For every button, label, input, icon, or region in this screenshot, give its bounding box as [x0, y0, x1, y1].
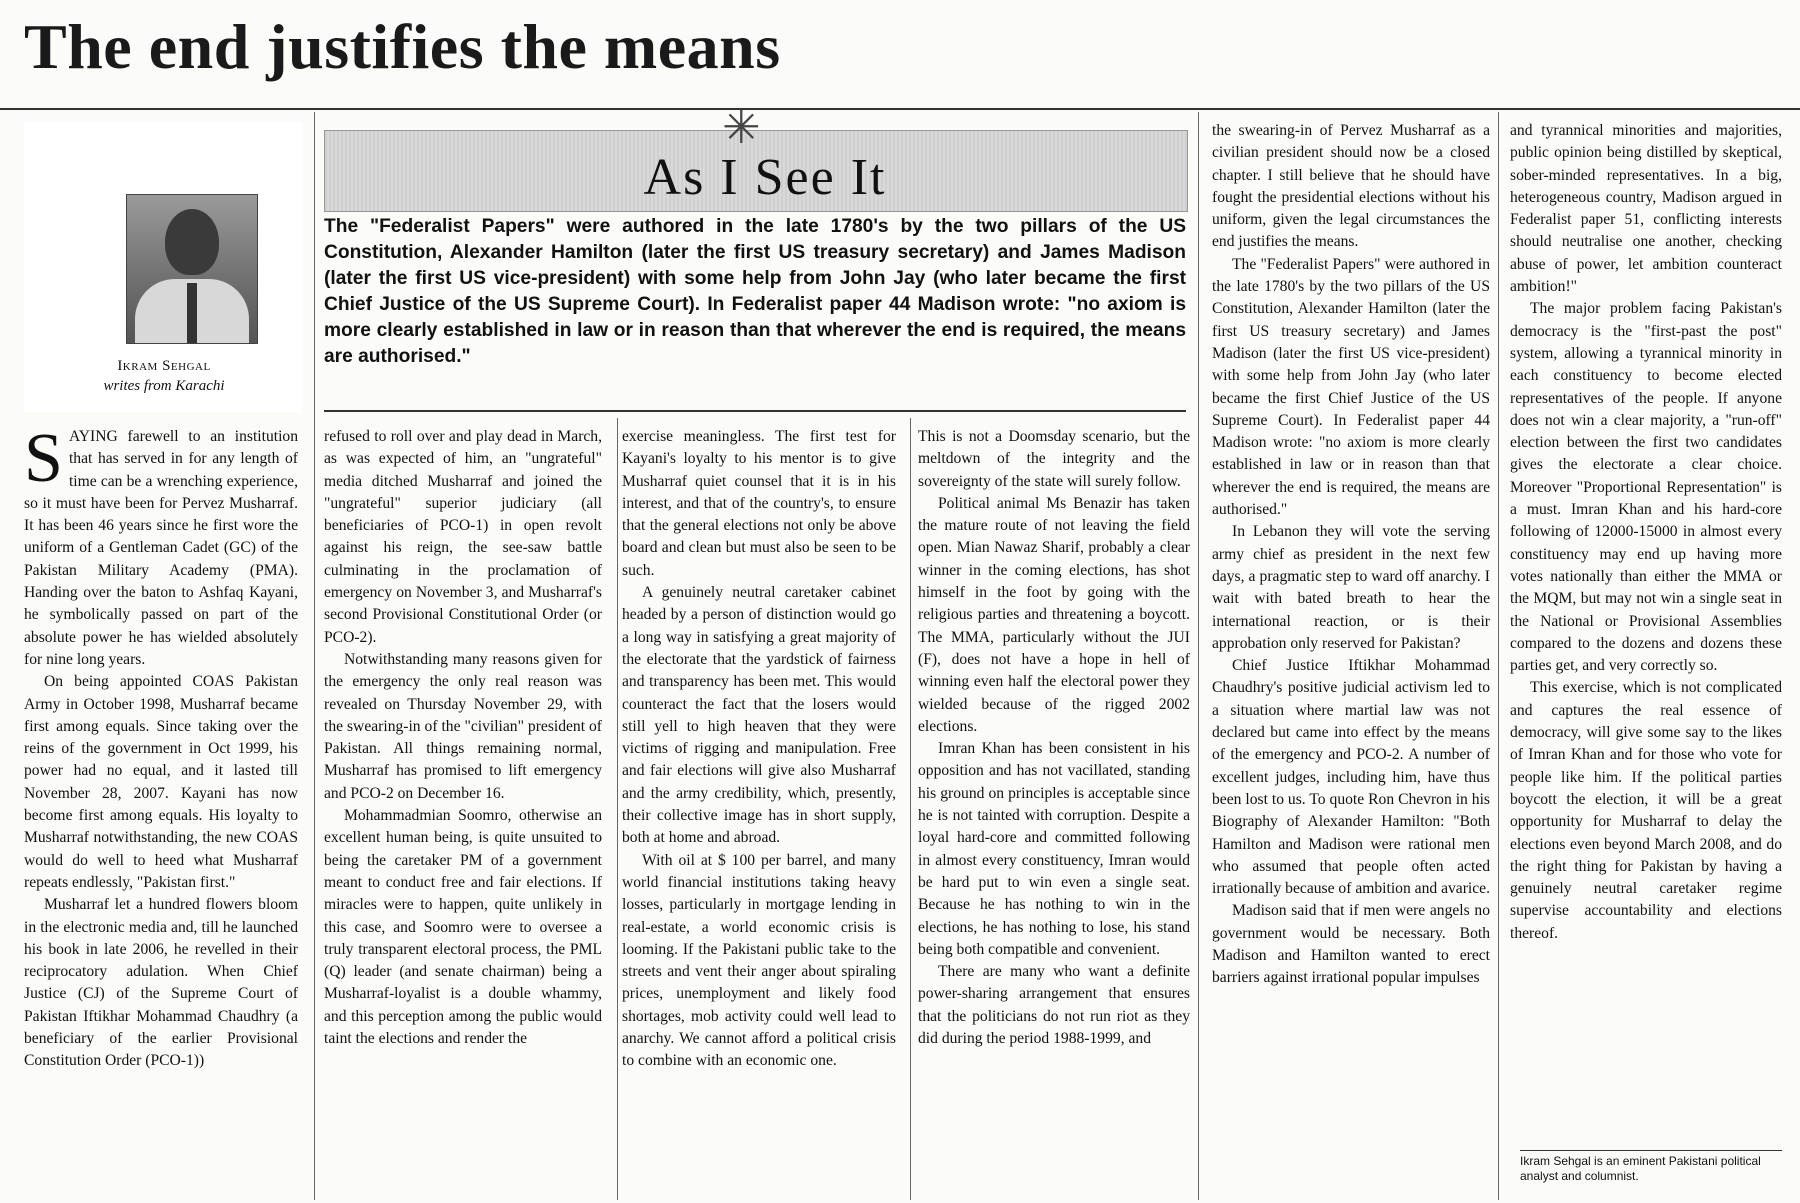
paragraph: exercise meaningless. The first test for Kayani's loyalty to his mentor is to give Musharraf quiet counsel that it is in his interest, and that of the country's, to ensure that the general elections not only be above board and clean but must also be seen to be such. — [622, 428, 896, 579]
paragraph: A genuinely neutral caretaker cabinet headed by a person of distinction would go a long way in satisfying a great majority of the electorate that the yardstick of fairness and transparency has been met. This would counteract the fact that the losers would still yell to high heaven that they were victims of rigging and manipulation. Free and fair elections will give also Musharraf and the army credibility, which, presently, their collective image has in short supply, both at home and abroad. — [622, 584, 896, 847]
article-column-5 — [1212, 120, 1490, 990]
top-rule — [0, 108, 1800, 110]
paragraph: The major problem facing Pakistan's democracy is the "first-past the post" system, allowing a tyrannical minority in each constituency to become elected representatives of the people. If anyone does not win a clear majority, a "run-off" election between the first two candidates gives the electorate a clear choice. Moreover "Proportional Representation" is a must. Imran Khan and his hard-core following of 12000-15000 in almost every constituency may end up having more votes nationally than either the MMA or the MQM, but may not win a single seat in the National or Provisional Assemblies compared to the dozens and dozens these parties get, and very correctly so. — [1510, 300, 1782, 675]
author-location: writes from Karachi — [103, 378, 225, 394]
paragraph: SAYING farewell to an institution that has served in for any length of time can be a wrenching experience, so it must have been for Pervez Musharraf. It has been 46 years since he first wore the uniform of a Gentleman Cadet (GC) of the Pakistan Military Academy (PMA). Handing over the baton to Ashfaq Kayani, he symbolically passed on part of the absolute power he has wielded absolutely for nine long years. — [24, 420, 298, 668]
paragraph: In Lebanon they will vote the serving army chief as president in the next few days, a pragmatic step to ward off anarchy. I wait with bated breath to hear the international reaction, or is their approbation only reserved for Pakistan? — [1212, 523, 1490, 652]
intro-standfirst: The "Federalist Papers" were authored in the late 1780's by the two pillars of the US Constitution, Alexander Hamilton (later the first US treasury secretary) and James Madison (later the first US vice-president) with some help from John Jay (who later became the first Chief Justice of the US Supreme Court). In Federalist paper 44 Madison wrote: "no axiom is more clearly established in law or in reason than that wherever the end is required, the means are authorised." — [324, 216, 1186, 367]
author-box — [24, 122, 302, 412]
column-divider — [1198, 112, 1199, 1200]
paragraph: There are many who want a definite power-sharing arrangement that ensures that the politicians do not run riot as they did during the period 1988-1999, and — [918, 963, 1190, 1048]
footer-rule — [1520, 1150, 1782, 1151]
intro-rule — [324, 410, 1186, 412]
paragraph: the swearing-in of Pervez Musharraf as a civilian president should now be a closed chapter. I still believe that he should have fought the presidential elections without his uniform, given the legal circumstances the end justifies the means. — [1212, 122, 1490, 251]
article-column-6 — [1510, 120, 1782, 945]
paragraph: On being appointed COAS Pakistan Army in October 1998, Musharraf became first among equals. Since taking over the reins of the government in Oct 1999, his power had no equal, and it lasted till November 28, 2007. Kayani has now become first among equals. His loyalty to Musharraf notwithstanding, the new COAS would do well to heed what Musharraf repeats endlessly, "Pakistan first." — [24, 673, 298, 891]
paragraph: Imran Khan has been consistent in his opposition and has not vacillated, standing his ground on principles is acceptable since he is not tainted with corruption. Despite a loyal hard-core and committed following in almost every constituency, Imran would be hard put to win even a single seat. Because he has nothing to win in the elections, he has nothing to lose, his stand being both compatible and convenient. — [918, 740, 1190, 958]
column-title: As I See It — [643, 149, 887, 206]
starburst-icon: ✳ — [722, 102, 761, 153]
paragraph: and tyrannical minorities and majorities, public opinion being distilled by skeptical, sober-minded representatives. In a big, heterogeneous country, Madison argued in Federalist paper 51, conflicting interests should neutralise one another, checking abuse of power, let ambition counteract ambition!" — [1510, 122, 1782, 296]
paragraph: Musharraf let a hundred flowers bloom in the electronic media and, till he launched his book in late 2006, he revelled in their reciprocatory adulation. When Chief Justice (CJ) of the Supreme Court of Pakistan Iftikhar Mohammad Chaudhry (a beneficiary of the earlier Provisional Constitution Order (PCO-1)) — [24, 896, 298, 1070]
paragraph: This is not a Doomsday scenario, but the meltdown of the integrity and the sovereignty of the state will surely follow. — [918, 428, 1190, 490]
paragraph: Chief Justice Iftikhar Mohammad Chaudhry's positive judicial activism led to a situation where martial law was not declared but came into effect by the means of the emergency and PCO-2. A number of excellent judges, including him, have thus been lost to us. To quote Ron Chevron in his Biography of Alexander Hamilton: "Both Hamilton and Madison were rational men who assumed that people often acted irrationally because of ambition and avarice. — [1212, 657, 1490, 898]
column-divider — [314, 112, 315, 1200]
paragraph: The "Federalist Papers" were authored in the late 1780's by the two pillars of the US Constitution, Alexander Hamilton (later the first US treasury secretary) and James Madison (later the first US vice-president) with some help from John Jay (who later became the first Chief Justice of the US Supreme Court). In Federalist paper 44 Madison wrote: "no axiom is more clearly established in law or in reason than that wherever the end is required, the means are authorised." — [1212, 255, 1490, 519]
article-column-1 — [24, 420, 298, 1073]
paragraph: Mohammadmian Soomro, otherwise an excellent human being, is quite unsuited to being the caretaker PM of a government meant to conduct free and fair elections. If miracles were to happen, quite unlikely in this case, and Soomro were to oversee a truly transparent electoral process, the PML (Q) leader (and senate chairman) being a Musharraf-loyalist is a double whammy, and this perception among the public would taint the elections and render the — [324, 807, 602, 1048]
column-divider — [1498, 112, 1499, 1200]
paragraph: refused to roll over and play dead in March, as was expected of him, an "ungrateful" media ditched Musharraf and joined the "ungrateful" superior judiciary (all beneficiaries of PCO-1) in open revolt against his reign, the see-saw battle culminating in the proclamation of emergency on November 3, and Musharraf's second Provisional Constitutional Order (or PCO-2). — [324, 428, 602, 646]
article-column-4 — [918, 426, 1190, 1050]
author-photo — [126, 194, 258, 344]
headline: The end justifies the means — [24, 11, 781, 82]
paragraph: Political animal Ms Benazir has taken the mature route of not leaving the field open. Mian Nawaz Sharif, probably a clear winner in the coming elections, has shot himself in the foot by going with the religious parties and threatening a boycott. The MMA, particularly without the JUI (F), does not have a hope in hell of winning even half the electoral power they wielded because of the rigged 2002 elections. — [918, 494, 1190, 735]
author-footnote: Ikram Sehgal is an eminent Pakistani political analyst and columnist. — [1520, 1154, 1761, 1183]
paragraph: With oil at $ 100 per barrel, and many world financial institutions taking heavy losses, particularly in mortgage lending in real-estate, a world economic crisis is looming. If the Pakistani public take to the streets and vent their anger about spiraling prices, unemployment and likely food shortages, mob activity could well lead to anarchy. We cannot afford a political crisis to combine with an economic one. — [622, 851, 896, 1070]
paragraph: This exercise, which is not complicated and captures the real essence of democracy, will give some say to the likes of Imran Khan and for those who vote for people like him. If the political parties boycott the election, it will be a great opportunity for Musharraf to delay the elections even beyond March 2008, and do the right thing for Pakistan by having a genuinely neutral caretaker regime supervise accountability and elections thereof. — [1510, 679, 1782, 942]
author-name: Ikram Sehgal — [117, 358, 211, 374]
column-divider — [617, 418, 618, 1200]
paragraph: Notwithstanding many reasons given for the emergency the only real reason was revealed on Thursday November 29, with the swearing-in of the "civilian" president of Pakistan. All things remaining normal, Musharraf has promised to lift emergency and PCO-2 on December 16. — [324, 650, 602, 802]
dropcap: S — [24, 420, 63, 497]
article-column-2 — [324, 426, 602, 1050]
article-column-3 — [622, 426, 896, 1073]
paragraph: Madison said that if men were angels no government would be necessary. Both Madison and Hamilton wanted to erect barriers against irrational popular impulses — [1212, 902, 1490, 987]
column-divider — [910, 418, 911, 1200]
